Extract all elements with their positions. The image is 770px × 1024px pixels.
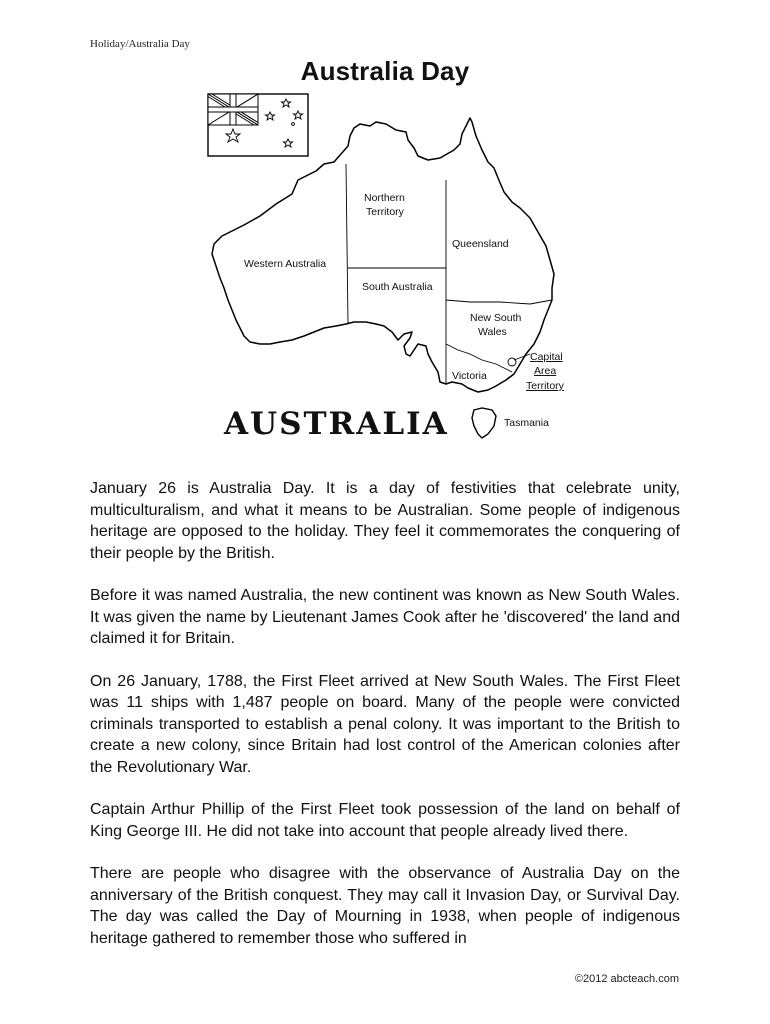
header-breadcrumb: Holiday/Australia Day <box>90 38 190 50</box>
paragraph: On 26 January, 1788, the First Fleet arrived at New South Wales. The First Fleet was 11 ships with 1,487 people on board. Many of the people were convicted criminals transported to establish a penal colony. It was important to the British to create a new colony, since Britain had lost control of the American colonies after the Revolutionary War. <box>90 672 680 776</box>
label-western-australia: Western Australia <box>244 258 327 270</box>
label-south-australia: South Australia <box>362 281 433 293</box>
label-act-line1: Capital <box>530 351 563 363</box>
paragraph: There are people who disagree with the observance of Australia Day on the anniversary of the British conquest. They may call it Invasion Day, or Survival Day. The day was called the Day of Mourning in 1938, when people of indigenous heritage gathered to remember those who suffered in <box>90 865 680 947</box>
label-northern-territory-line2: Territory <box>366 206 404 218</box>
label-act-line2: Area <box>534 365 557 377</box>
paragraph: Captain Arthur Phillip of the First Fleet took possession of the land on behalf of King George III. He did not take into account that people already lived there. <box>90 801 680 840</box>
australian-flag-icon <box>208 94 308 156</box>
footer-copyright: ©2012 abcteach.com <box>574 973 679 985</box>
paragraph: January 26 is Australia Day. It is a day of festivities that celebrate unity, multiculturalism, and what it means to be Australian. Some people of indigenous heritage are opposed to the holiday. They feel it commemorates the conquering of their people by the British. <box>90 480 680 562</box>
label-victoria: Victoria <box>452 370 487 382</box>
label-act-line3: Territory <box>526 380 564 392</box>
page-title: Australia Day <box>300 56 470 86</box>
australia-map <box>200 88 580 448</box>
label-queensland: Queensland <box>452 238 509 250</box>
tasmania-island <box>472 408 496 438</box>
label-new-south-wales-line2: Wales <box>478 326 507 338</box>
australia-wordmark: AUSTRALIA <box>224 406 449 442</box>
label-tasmania: Tasmania <box>504 417 549 429</box>
label-new-south-wales-line1: New South <box>470 312 522 324</box>
paragraph: Before it was named Australia, the new continent was known as New South Wales. It was given the name by Lieutenant James Cook after he 'discovered' the land and claimed it for Britain. <box>90 587 680 647</box>
article-body <box>90 478 680 949</box>
label-northern-territory-line1: Northern <box>364 192 405 204</box>
